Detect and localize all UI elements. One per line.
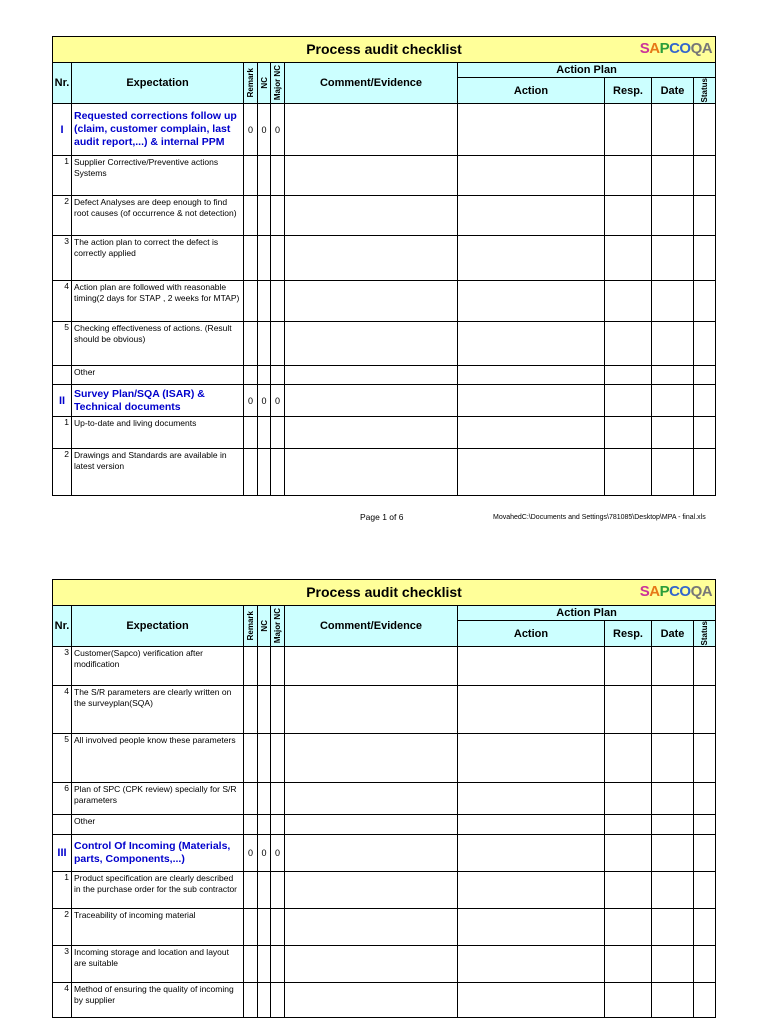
- nc-count: 0: [258, 385, 271, 417]
- header-status: Status: [694, 621, 716, 647]
- checklist-table: [52, 579, 716, 1018]
- header-nr: Nr.: [53, 606, 72, 647]
- header-major-nc: Major NC: [271, 606, 285, 647]
- table-row: Other: [53, 366, 716, 385]
- table-row: 3 The action plan to correct the defect is correctly applied: [53, 236, 716, 281]
- section-row: II Survey Plan/SQA (ISAR) & Technical documents 0 0 0: [53, 385, 716, 417]
- remark-count: 0: [244, 385, 258, 417]
- title-bar: [53, 37, 716, 63]
- table-row: 1 Supplier Corrective/Preventive actions Systems: [53, 156, 716, 196]
- remark-count: 0: [244, 104, 258, 156]
- sapco-logo: SAPCOQA: [639, 40, 713, 57]
- date-cell[interactable]: [652, 104, 694, 156]
- table-row: 3 Customer(Sapco) verification after modification: [53, 647, 716, 686]
- checklist-page-2: [52, 579, 715, 1018]
- header-expectation: Expectation: [72, 63, 244, 104]
- header-status: Status: [694, 78, 716, 104]
- table-row: 4 Action plan are followed with reasonable timing(2 days for STAP , 2 weeks for MTAP): [53, 281, 716, 322]
- section-title: Control Of Incoming (Materials, parts, Components,...): [72, 835, 244, 872]
- header-comment: Comment/Evidence: [285, 606, 458, 647]
- header-remark: Remark: [244, 63, 258, 104]
- table-row: Other: [53, 815, 716, 835]
- page-title: Process audit checklist: [306, 584, 462, 600]
- section-row: III Control Of Incoming (Materials, parts, Components,...) 0 0 0: [53, 835, 716, 872]
- file-path: MovahedC:\Documents and Settings\781085\Desktop\MPA - final.xls: [493, 514, 706, 521]
- header-remark: Remark: [244, 606, 258, 647]
- header-resp: Resp.: [605, 621, 652, 647]
- header-nr: Nr.: [53, 63, 72, 104]
- table-row: 2 Drawings and Standards are available in latest version: [53, 449, 716, 496]
- table-row: 5 Checking effectiveness of actions. (Result should be obvious): [53, 322, 716, 366]
- title-bar: [53, 580, 716, 606]
- header-comment: Comment/Evidence: [285, 63, 458, 104]
- header-nc: NC: [258, 606, 271, 647]
- sapco-logo: SAPCOQA: [639, 583, 713, 600]
- comment-cell[interactable]: [285, 104, 458, 156]
- checklist-page-1: [52, 36, 715, 496]
- resp-cell[interactable]: [605, 104, 652, 156]
- table-row: 5 All involved people know these parameters: [53, 734, 716, 783]
- page-title: Process audit checklist: [306, 41, 462, 57]
- major-nc-count: 0: [271, 385, 285, 417]
- section-title: Survey Plan/SQA (ISAR) & Technical documents: [72, 385, 244, 417]
- table-row: 2 Defect Analyses are deep enough to find root causes (of occurrence & not detection): [53, 196, 716, 236]
- header-nc: NC: [258, 63, 271, 104]
- table-row: 1 Product specification are clearly described in the purchase order for the sub contractor: [53, 872, 716, 909]
- action-cell[interactable]: [458, 104, 605, 156]
- section-title: Requested corrections follow up (claim, customer complain, last audit report,...) & internal PPM: [72, 104, 244, 156]
- table-row: 2 Traceability of incoming material: [53, 909, 716, 946]
- table-row: 6 Plan of SPC (CPK review) specially for S/R parameters: [53, 783, 716, 815]
- nc-count: 0: [258, 835, 271, 872]
- header-action-plan: Action Plan: [458, 606, 716, 621]
- checklist-table: [52, 36, 716, 496]
- nc-count: 0: [258, 104, 271, 156]
- section-row: I Requested corrections follow up (claim, customer complain, last audit report,...) & internal PPM 0 0 0: [53, 104, 716, 156]
- status-cell[interactable]: [694, 104, 716, 156]
- header-resp: Resp.: [605, 78, 652, 104]
- table-row: 4 The S/R parameters are clearly written on the surveyplan(SQA): [53, 686, 716, 734]
- header-action: Action: [458, 78, 605, 104]
- major-nc-count: 0: [271, 104, 285, 156]
- table-row: 1 Up-to-date and living documents: [53, 417, 716, 449]
- header-major-nc: Major NC: [271, 63, 285, 104]
- header-action-plan: Action Plan: [458, 63, 716, 78]
- table-row: 4 Method of ensuring the quality of incoming by supplier: [53, 983, 716, 1018]
- header-expectation: Expectation: [72, 606, 244, 647]
- page-number: Page 1 of 6: [360, 512, 404, 522]
- major-nc-count: 0: [271, 835, 285, 872]
- table-row: 3 Incoming storage and location and layout are suitable: [53, 946, 716, 983]
- header-date: Date: [652, 621, 694, 647]
- header-action: Action: [458, 621, 605, 647]
- remark-count: 0: [244, 835, 258, 872]
- header-date: Date: [652, 78, 694, 104]
